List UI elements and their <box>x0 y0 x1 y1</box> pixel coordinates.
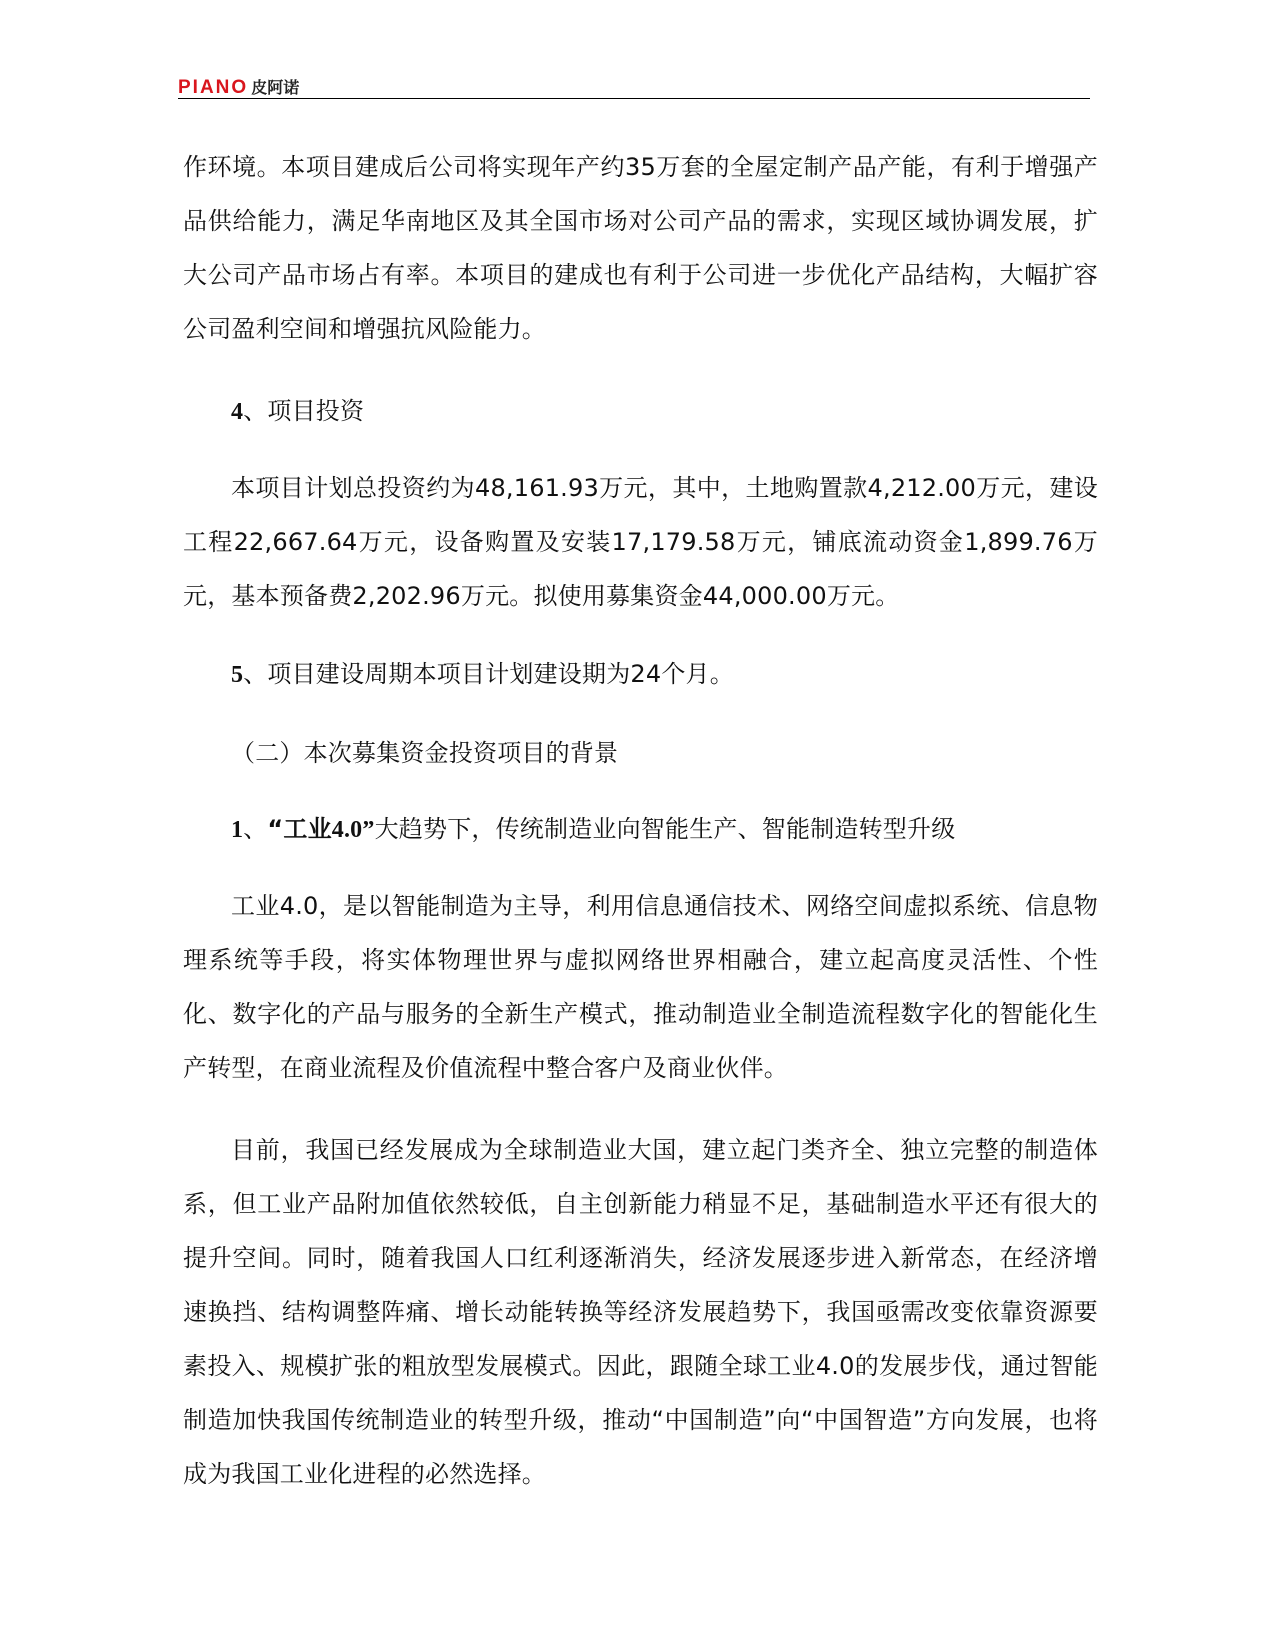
heading-text-rest: 大趋势下，传统制造业向智能生产、智能制造转型升级 <box>374 815 956 843</box>
heading-construction-period <box>183 647 1098 702</box>
heading-number: 5 <box>231 662 244 688</box>
heading-text-version: 4.0” <box>331 817 375 843</box>
paragraph-project-outcome: 作环境。本项目建成后公司将实现年产约35万套的全屋定制产品产能，有利于增强产品供给能力，满足华南地区及其全国市场对公司产品的需求，实现区域协调发展，扩大公司产品市场占有率。本项目的建成也有利于公司进一步优化产品结构，大幅扩容公司盈利空间和增强抗风险能力。 <box>183 153 1098 343</box>
logo-text-en: PIANO <box>178 77 249 98</box>
heading-industry-4 <box>183 802 1098 857</box>
heading-text-sep: 、 <box>243 815 268 843</box>
logo-text-cn: 皮阿诺 <box>251 78 300 97</box>
heading-project-investment <box>183 384 1098 439</box>
section-heading-background: （二）本次募集资金投资项目的背景 <box>231 739 619 767</box>
heading-text-quote: “工业 <box>267 815 332 843</box>
document-body <box>183 140 1098 1501</box>
heading-number: 1 <box>231 817 244 843</box>
header-divider <box>178 98 1090 99</box>
paragraph-china-manufacturing: 目前，我国已经发展成为全球制造业大国，建立起门类齐全、独立完整的制造体系，但工业产品附加值依然较低，自主创新能力稍显不足，基础制造水平还有很大的提升空间。同时，随着我国人口红利逐渐消失，经济发展逐步进入新常态，在经济增速换挡、结构调整阵痛、增长动能转换等经济发展趋势下，我国亟需改变依靠资源要素投入、规模扩张的粗放型发展模式。因此，跟随全球工业4.0的发展步伐，通过智能制造加快我国传统制造业的转型升级，推动“中国制造”向“中国智造”方向发展，也将成为我国工业化进程的必然选择。 <box>183 1136 1098 1488</box>
paragraph-investment-details: 本项目计划总投资约为48,161.93万元，其中，土地购置款4,212.00万元，建设工程22,667.64万元，设备购置及安装17,179.58万元，铺底流动资金1,899.76万元，基本预备费2,202.96万元。拟使用募集资金44,000.00万元。 <box>183 474 1098 610</box>
paragraph-industry-4-definition: 工业4.0，是以智能制造为主导，利用信息通信技术、网络空间虚拟系统、信息物理系统等手段，将实体物理世界与虚拟网络世界相融合，建立起高度灵活性、个性化、数字化的产品与服务的全新生产模式，推动制造业全制造流程数字化的智能化生产转型，在商业流程及价值流程中整合客户及商业伙伴。 <box>183 892 1098 1082</box>
page-header <box>178 72 1090 102</box>
heading-number: 4 <box>231 399 244 425</box>
heading-text: 、项目投资 <box>243 397 365 425</box>
company-logo <box>178 76 299 98</box>
heading-text: 、项目建设周期本项目计划建设期为24个月。 <box>243 660 734 688</box>
